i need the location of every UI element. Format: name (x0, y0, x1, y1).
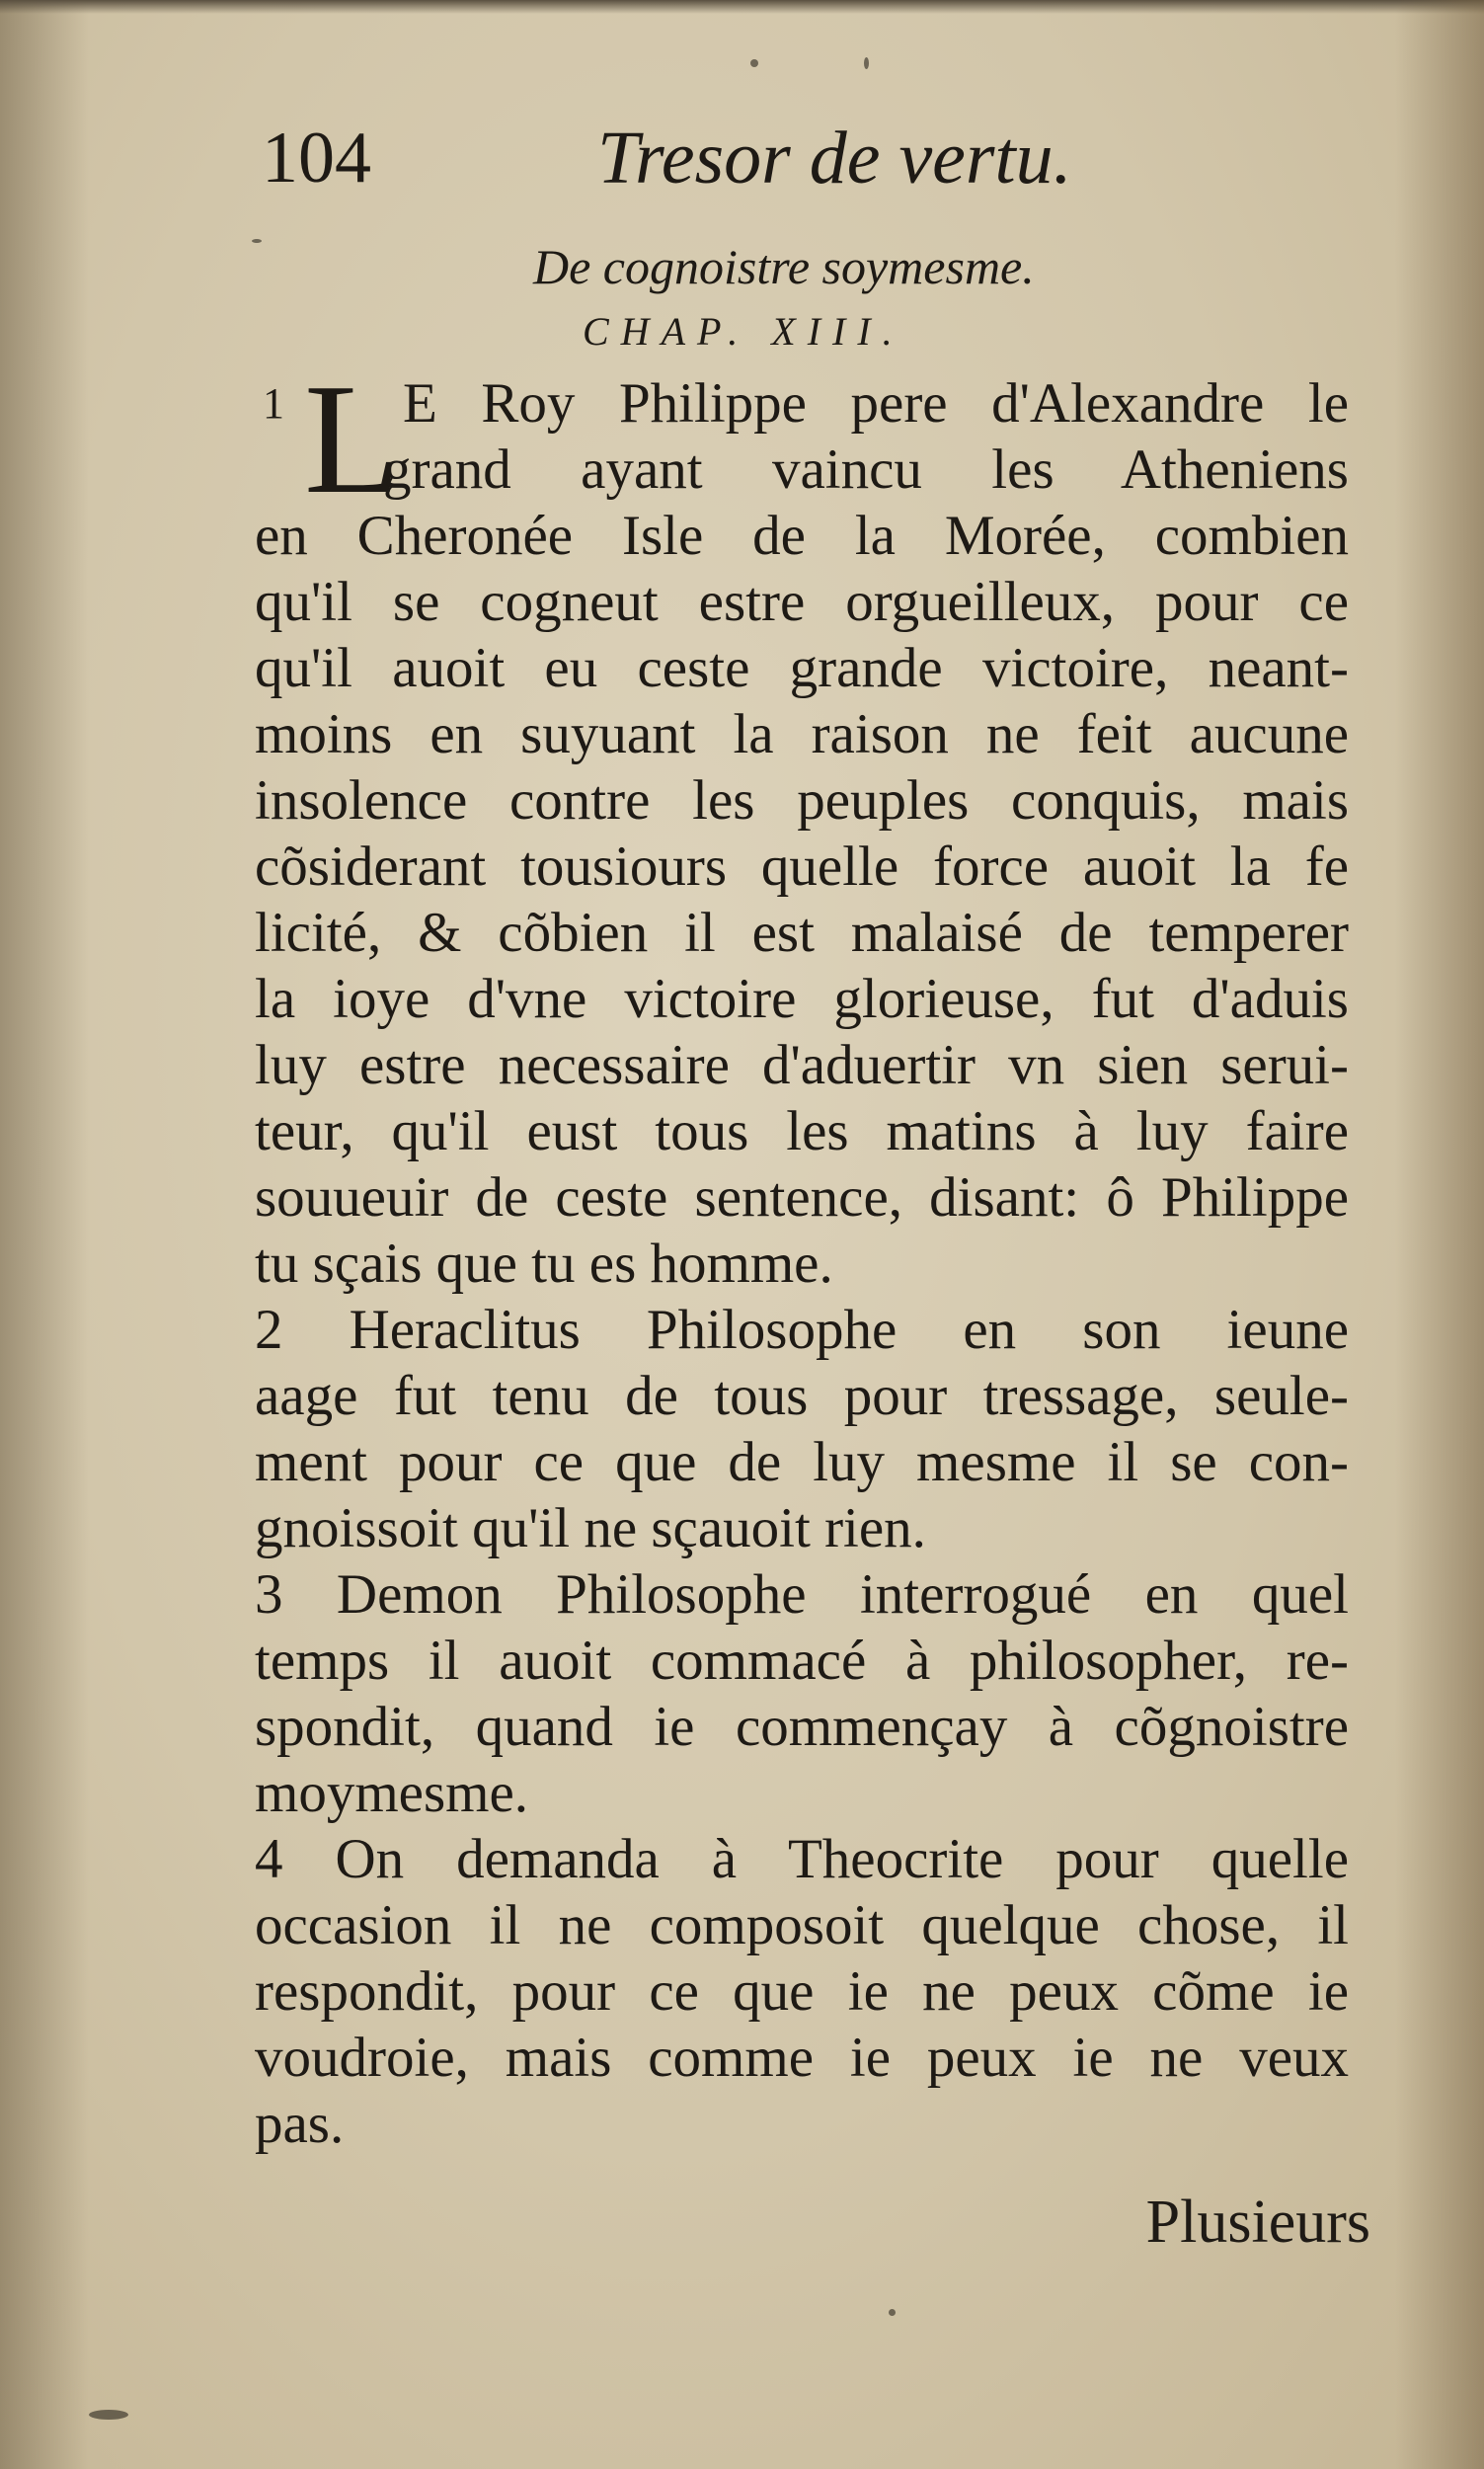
chapter-title: De cognoistre soymesme. (533, 239, 1035, 294)
ink-speck (864, 57, 869, 69)
text-line: 3 Demon Philosophe interrogué en quel (255, 1563, 1349, 1626)
ink-speck (252, 239, 262, 243)
drop-cap: L (304, 351, 401, 526)
text-line: spondit, quand ie commençay à cõgnoistre (255, 1696, 1349, 1758)
text-line: licité, & cõbien il est malaisé de temperer (255, 902, 1349, 964)
text-line: 2 Heraclitus Philosophe en son ieune (255, 1299, 1349, 1361)
ink-speck (750, 59, 758, 67)
text-line: gnoissoit qu'il ne sçauoit rien. (255, 1497, 926, 1559)
text-line: aage fut tenu de tous pour tressage, seule- (255, 1365, 1349, 1427)
chapter-number: CHAP. XIII. (583, 309, 904, 354)
body-text (255, 370, 1349, 2157)
text-line: voudroie, mais comme ie peux ie ne veux (255, 2027, 1349, 2089)
text-line: tu sçais que tu es homme. (255, 1233, 833, 1295)
text-line: moymesme. (255, 1762, 529, 1824)
text-line: cõsiderant tousiours quelle force auoit la fe (255, 836, 1349, 898)
text-line: respondit, pour ce que ie ne peux cõme ie (255, 1960, 1349, 2023)
ink-speck (89, 2410, 128, 2420)
paragraph-number: 1 (263, 379, 284, 428)
text-line: qu'il se cogneut estre orgueilleux, pour ce (255, 571, 1349, 633)
text-line: en Cheronée Isle de la Morée, combien (255, 505, 1349, 567)
running-head: Tresor de vertu. (597, 117, 1072, 199)
ink-speck (889, 2309, 896, 2316)
text-line: insolence contre les peuples conquis, mais (255, 769, 1349, 832)
text-line: moins en suyuant la raison ne feit aucune (255, 703, 1349, 765)
catchword: Plusieurs (1145, 2189, 1370, 2256)
text-line: la ioye d'vne victoire glorieuse, fut d'aduis (255, 968, 1349, 1030)
text-line: teur, qu'il eust tous les matins à luy faire (255, 1100, 1349, 1162)
page-header (262, 114, 1249, 212)
page-number: 104 (262, 118, 371, 199)
text-line: ment pour ce que de luy mesme il se con- (255, 1431, 1349, 1493)
text-line: E Roy Philippe pere d'Alexandre le (403, 372, 1349, 435)
text-line: qu'il auoit eu ceste grande victoire, neant- (255, 637, 1349, 699)
page-top-edge (0, 0, 1484, 14)
text-line: grand ayant vaincu les Atheniens (383, 438, 1349, 501)
text-line: occasion il ne composoit quelque chose, il (255, 1894, 1349, 1956)
text-line: luy estre necessaire d'aduertir vn sien serui- (255, 1034, 1349, 1096)
text-line: pas. (255, 2093, 345, 2155)
text-line: souueuir de ceste sentence, disant: ô Philippe (255, 1166, 1349, 1229)
text-line: temps il auoit commacé à philosopher, re- (255, 1630, 1349, 1692)
text-line: 4 On demanda à Theocrite pour quelle (255, 1828, 1349, 1890)
